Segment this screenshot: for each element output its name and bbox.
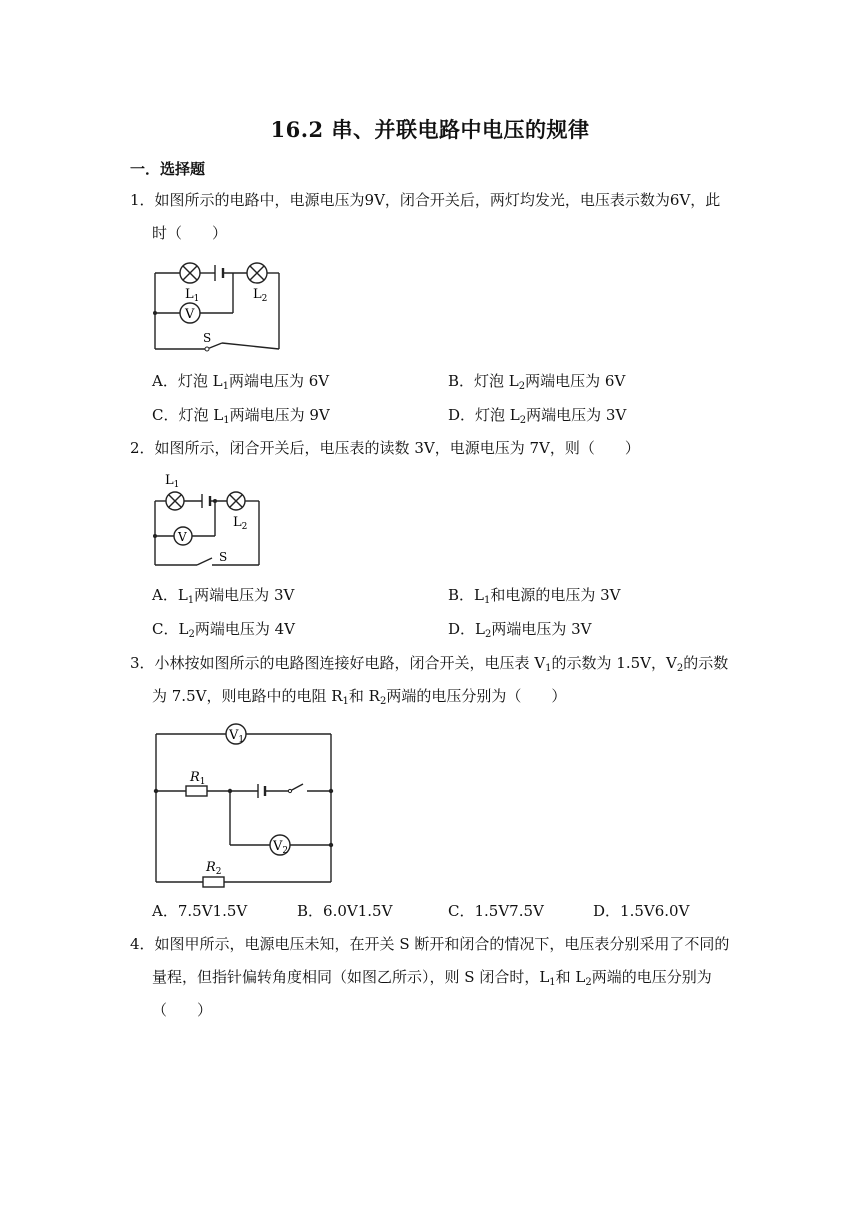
q3-option-b[interactable]: B．6.0V1.5V [297, 902, 393, 920]
q4-text-line3: （ ） [152, 1001, 213, 1019]
q3-text-line1: 3．小林按如图所示的电路图连接好电路，闭合开关，电压表 $V_1$的示数为 1.5V，$V_2$的示数 [130, 654, 729, 674]
q3-option-d[interactable]: D．1.5V6.0V [593, 902, 690, 920]
q2-option-c[interactable]: C．$L_2$两端电压为 4V [152, 620, 295, 640]
q2-option-d[interactable]: D．$L_2$两端电压为 3V [448, 620, 592, 640]
q3-option-c[interactable]: C．1.5V7.5V [448, 902, 544, 920]
q2-fig-l2-label: $L_2$ [233, 515, 248, 532]
section-heading: 一．选择题 [130, 160, 206, 178]
q2-option-b[interactable]: B．$L_1$和电源的电压为 3V [448, 586, 621, 606]
q1-option-a[interactable]: A．灯泡 $L_1$两端电压为 6V [152, 372, 330, 392]
q2-option-a[interactable]: A．$L_1$两端电压为 3V [152, 586, 295, 606]
q2-fig-voltmeter-label: V [178, 530, 187, 544]
q1-option-d[interactable]: D．灯泡 $L_2$两端电压为 3V [448, 406, 627, 426]
junction-dot [153, 311, 157, 315]
q1-fig-l1-label: $L_1$ [185, 287, 200, 304]
q1-option-c[interactable]: C．灯泡 $L_1$两端电压为 9V [152, 406, 330, 426]
q1-option-b[interactable]: B．灯泡 $L_2$两端电压为 6V [448, 372, 626, 392]
q1-text-line1: 1．如图所示的电路中，电源电压为9V，闭合开关后，两灯均发光，电压表示数为6V，此 [130, 191, 721, 209]
q1-fig-switch-label: S [203, 331, 212, 345]
q1-circuit-diagram [145, 255, 295, 355]
q1-fig-voltmeter-label: V [185, 307, 195, 322]
q3-fig-v1-label: $V_1$ [229, 728, 245, 745]
q2-fig-switch-label: S [219, 550, 228, 564]
q2-circuit-diagram [145, 468, 270, 570]
q4-text-line2: 量程，但指针偏转角度相同（如图乙所示），则 S 闭合时，$L_1$和 $L_2$两端的电压分别为 [152, 968, 712, 988]
q1-fig-l2-label: $L_2$ [253, 287, 268, 304]
page-title: 16.2 串、并联电路中电压的规律 [270, 117, 590, 142]
q3-fig-r1-label: $R_1$ [190, 770, 206, 787]
q3-fig-v2-label: $V_2$ [273, 839, 289, 856]
q3-circuit-diagram [145, 718, 345, 890]
q1-text-line2: 时（ ） [152, 224, 228, 242]
q3-text-line2: 为 7.5V，则电路中的电阻 $R_1$和 $R_2$两端的电压分别为（ ） [152, 687, 567, 707]
q3-fig-r2-label: $R_2$ [206, 860, 222, 877]
q4-text-line1: 4．如图甲所示，电源电压未知，在开关 S 断开和闭合的情况下，电压表分别采用了不同的 [130, 935, 730, 953]
q2-text-line1: 2．如图所示，闭合开关后，电压表的读数 3V，电源电压为 7V，则（ ） [130, 439, 640, 457]
q2-fig-l1-label: $L_1$ [165, 473, 180, 490]
q3-option-a[interactable]: A．7.5V1.5V [152, 902, 248, 920]
